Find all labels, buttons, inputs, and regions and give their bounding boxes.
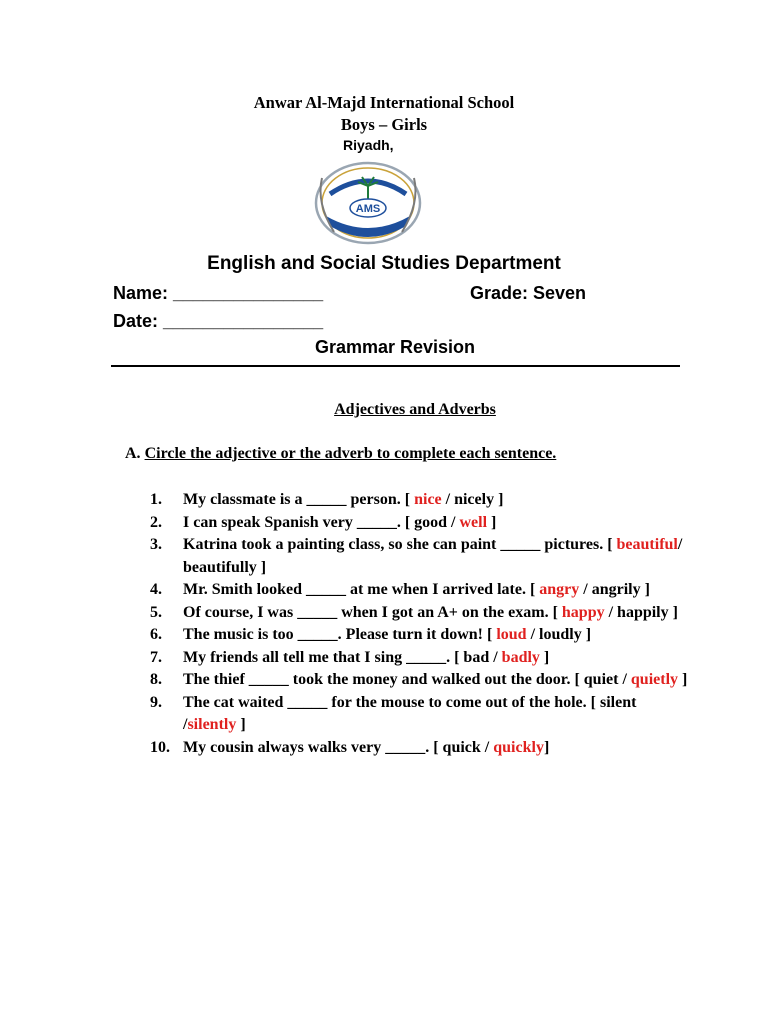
question-text <box>183 489 503 512</box>
question-item <box>150 602 690 625</box>
question-item <box>150 692 690 737</box>
question-number: 7. <box>150 648 162 666</box>
answer-highlight: happy <box>561 603 605 621</box>
school-subtitle: Boys – Girls <box>340 115 428 134</box>
question-tail: / loudly ] <box>526 626 592 643</box>
logo-letters: AMS <box>355 203 381 215</box>
question-stem: My classmate is a _____ person. [ <box>183 491 415 508</box>
answer-highlight: silently <box>187 716 237 733</box>
instruction-letter: A. <box>125 445 141 462</box>
school-logo <box>312 160 424 246</box>
question-text <box>183 737 549 760</box>
instruction-text: Circle the adjective or the adverb to complete each sentence. <box>144 445 557 462</box>
section-title: Adjectives and Adverbs <box>334 401 496 418</box>
revision-title: Grammar Revision <box>314 337 476 357</box>
question-stem: I can speak Spanish very _____. [ good / <box>183 513 460 531</box>
question-number: 6. <box>150 626 162 643</box>
question-item <box>150 512 690 535</box>
question-tail: ] <box>539 648 550 666</box>
question-number: 8. <box>150 671 162 688</box>
question-text <box>183 624 591 647</box>
question-number: 4. <box>150 581 162 598</box>
question-stem: Katrina took a painting class, so she can paint _____ pictures. [ <box>183 536 617 553</box>
question-item <box>150 579 690 602</box>
question-number: 10. <box>150 738 170 756</box>
name-field-label: Name: _______________ <box>113 283 324 303</box>
answer-highlight: angry <box>539 581 580 598</box>
header-divider <box>111 365 680 367</box>
answer-highlight: badly <box>501 648 540 666</box>
question-text <box>183 579 650 602</box>
question-item <box>150 624 690 647</box>
question-number: 9. <box>150 693 162 711</box>
date-field-label: Date: ________________ <box>113 311 324 331</box>
answer-highlight: quietly <box>630 671 679 688</box>
question-tail: / nicely ] <box>441 491 504 508</box>
question-number: 5. <box>150 603 162 621</box>
school-name: Anwar Al-Majd International School <box>253 93 515 112</box>
question-text <box>183 669 687 692</box>
answer-highlight: well <box>459 513 488 531</box>
question-stem: My cousin always walks very _____. [ quick / <box>183 738 494 756</box>
school-city: Riyadh, <box>343 137 394 153</box>
question-number: 1. <box>150 491 162 508</box>
answer-highlight: nice <box>414 491 442 508</box>
question-text <box>183 647 549 670</box>
question-stem: Of course, I was _____ when I got an A+ on the exam. [ <box>183 603 562 621</box>
question-tail: ] <box>236 716 246 733</box>
question-tail: / angrily ] <box>579 581 650 598</box>
question-tail: ] <box>678 671 688 688</box>
question-item <box>150 489 690 512</box>
question-text <box>183 602 678 625</box>
question-stem: The music is too _____. Please turn it down! [ <box>183 626 497 643</box>
question-tail: / beautifully ] <box>183 536 683 576</box>
question-stem: The cat waited _____ for the mouse to come out of the hole. [ silent / <box>183 693 637 733</box>
grade-label: Grade: Seven <box>470 283 587 303</box>
question-number: 2. <box>150 513 162 531</box>
question-stem: Mr. Smith looked _____ at me when I arrived late. [ <box>183 581 540 598</box>
department-title: English and Social Studies Department <box>207 253 561 274</box>
question-text <box>183 534 690 579</box>
question-tail: / happily ] <box>604 603 678 621</box>
question-list <box>150 489 690 759</box>
question-item <box>150 534 690 579</box>
question-stem: My friends all tell me that I sing _____. [ bad / <box>183 648 502 666</box>
answer-highlight: quickly <box>493 738 544 756</box>
answer-highlight: loud <box>496 626 527 643</box>
question-tail: ] <box>543 738 550 756</box>
question-text <box>183 512 496 535</box>
question-item <box>150 737 690 760</box>
answer-highlight: beautiful <box>616 536 678 553</box>
instruction <box>125 445 556 463</box>
question-item <box>150 647 690 670</box>
question-number: 3. <box>150 536 162 553</box>
question-item <box>150 669 690 692</box>
question-text <box>183 692 690 737</box>
question-tail: ] <box>487 513 497 531</box>
question-stem: The thief _____ took the money and walked out the door. [ quiet / <box>183 671 631 688</box>
